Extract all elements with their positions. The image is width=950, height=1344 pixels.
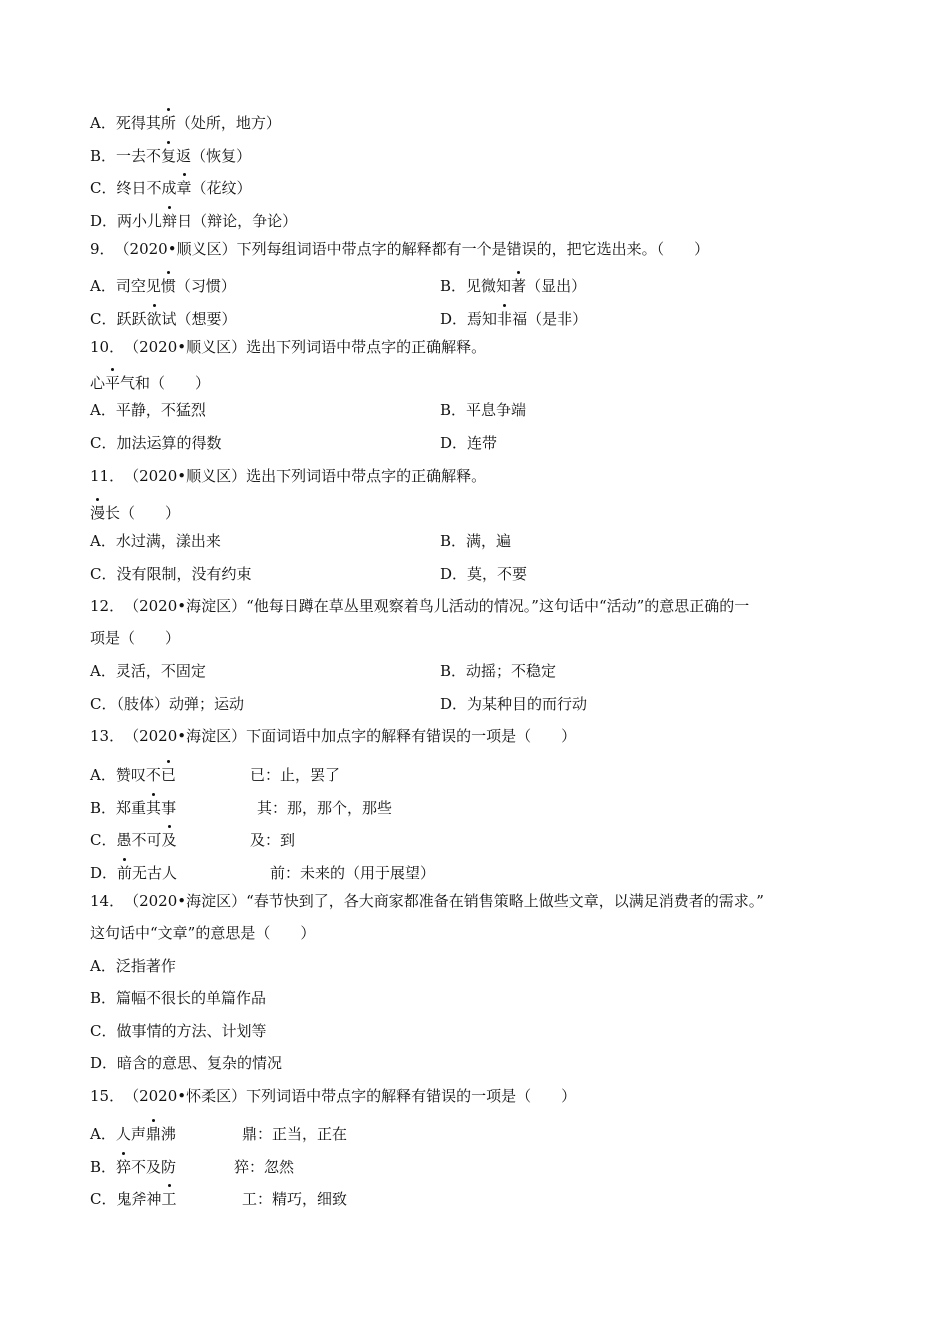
q9-option-a: A．司空见惯（习惯） [90,277,236,295]
q10-option-c: C．加法运算的得数 [90,434,222,452]
q13-stem: 13． （2020•海淀区）下面词语中加点字的解释有错误的一项是（ ） [90,727,577,745]
q8-option-d: D．两小儿辩日（辩论，争论） [90,212,298,230]
q13-option-c: C．愚不可及 [90,831,177,849]
q10-word: 心平气和（ ） [90,374,211,392]
emphasis-dot-char: 平 [105,374,121,392]
emphasis-dot-char: 惯 [160,277,176,295]
q8-option-a: A．死得其所（处所，地方） [90,114,281,132]
emphasis-dot-char: 鼎 [145,1125,161,1143]
q15-option-b-explanation: 猝：忽然 [234,1158,295,1176]
emphasis-dot-char: 著 [511,277,527,295]
q13-option-b-explanation: 其：那，那个，那些 [257,799,393,817]
q14-stem-line-2: 这句话中“文章”的意思是（ ） [90,924,316,942]
q14-option-b: B．篇幅不很长的单篇作品 [90,989,267,1007]
q11-option-d: D．莫，不要 [440,565,528,583]
q11-stem: 11． （2020•顺义区）选出下列词语中带点字的正确解释。 [90,467,487,485]
q13-option-a: A．赞叹不已 [90,766,176,784]
emphasis-dot-char: 所 [160,114,176,132]
q15-option-b: B．猝不及防 [90,1158,177,1176]
q13-option-d-explanation: 前：未来的（用于展望） [270,864,436,882]
q11-option-b: B．满，遍 [440,532,512,550]
q12-option-c: C．（肢体）动弹；运动 [90,695,244,713]
emphasis-dot-char: 工 [161,1190,177,1208]
q12-option-b: B．动摇；不稳定 [440,662,557,680]
q12-stem-line-2: 项是（ ） [90,629,181,647]
q14-option-c: C．做事情的方法、计划等 [90,1022,267,1040]
emphasis-dot-char: 漫 [90,504,106,522]
emphasis-dot-char: 复 [161,147,177,165]
q15-option-c-explanation: 工：精巧，细致 [242,1190,348,1208]
emphasis-dot-char: 章 [176,179,192,197]
q13-option-b: B．郑重其事 [90,799,177,817]
emphasis-dot-char: 及 [161,831,177,849]
emphasis-dot-char: 非 [497,310,513,328]
q9-option-c: C．跃跃欲试（想要） [90,310,237,328]
emphasis-dot-char: 已 [160,766,176,784]
q12-option-d: D．为某种目的而行动 [440,695,588,713]
emphasis-dot-char: 猝 [116,1158,132,1176]
q11-word: 漫长（ ） [90,504,181,522]
q8-option-c: C．终日不成章（花纹） [90,179,252,197]
q11-option-c: C．没有限制，没有约束 [90,565,252,583]
q10-option-a: A．平静，不猛烈 [90,401,206,419]
q13-option-d: D．前无古人 [90,864,178,882]
emphasis-dot-char: 欲 [146,310,162,328]
q15-option-a-explanation: 鼎：正当，正在 [242,1125,348,1143]
q10-option-b: B．平息争端 [440,401,527,419]
q15-option-a: A．人声鼎沸 [90,1125,176,1143]
q13-option-c-explanation: 及：到 [250,831,296,849]
q14-stem-line-1: 14． （2020•海淀区）“春节快到了，各大商家都准备在销售策略上做些文章，以满足消费者的需求。” [90,892,764,910]
q10-option-d: D．连带 [440,434,498,452]
q12-stem-line-1: 12． （2020•海淀区）“他每日蹲在草丛里观察着鸟儿活动的情况。”这句话中“活动”的意思正确的一 [90,597,750,615]
q13-option-a-explanation: 已：止，罢了 [250,766,341,784]
q14-option-d: D．暗含的意思、复杂的情况 [90,1054,283,1072]
q9-stem: 9． （2020•顺义区）下列每组词语中带点字的解释都有一个是错误的，把它选出来。（ ） [90,240,710,258]
q9-option-b: B．见微知著（显出） [440,277,587,295]
q12-option-a: A．灵活，不固定 [90,662,206,680]
q11-option-a: A．水过满，漾出来 [90,532,221,550]
emphasis-dot-char: 辩 [162,212,178,230]
emphasis-dot-char: 前 [117,864,133,882]
q14-option-a: A．泛指著作 [90,957,176,975]
q9-option-d: D．焉知非福（是非） [440,310,588,328]
q8-option-b: B．一去不复返（恢复） [90,147,252,165]
q10-stem: 10． （2020•顺义区）选出下列词语中带点字的正确解释。 [90,338,487,356]
q15-option-c: C．鬼斧神工 [90,1190,177,1208]
emphasis-dot-char: 其 [146,799,162,817]
q15-stem: 15． （2020•怀柔区）下列词语中带点字的解释有错误的一项是（ ） [90,1087,577,1105]
